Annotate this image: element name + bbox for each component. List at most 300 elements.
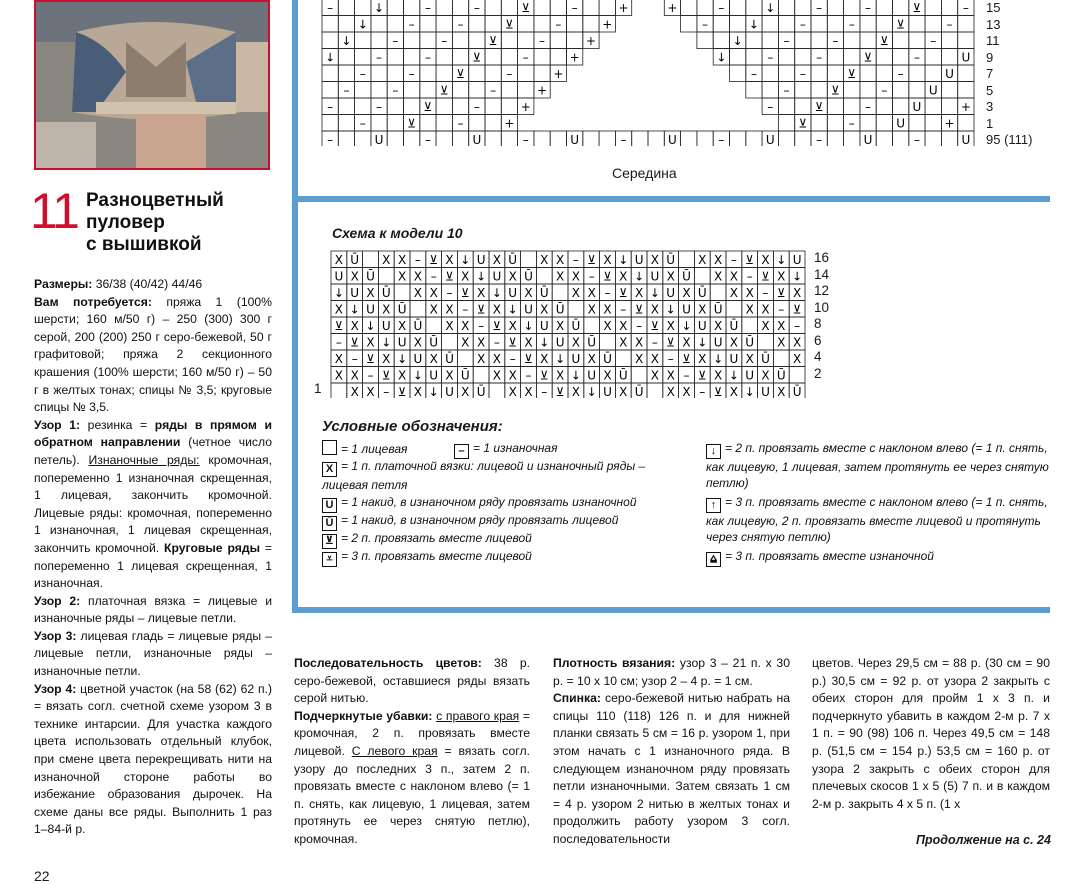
chart-symbol: – <box>767 50 774 65</box>
chart-symbol: – <box>913 50 920 65</box>
chart-symbol: X <box>476 335 486 350</box>
chart-symbol: U <box>397 335 407 350</box>
model-photo <box>34 0 270 170</box>
chart-cell <box>681 131 697 146</box>
chart-symbol: – <box>539 33 546 48</box>
chart-symbol: X <box>650 252 660 267</box>
chart-symbol: – <box>962 0 969 15</box>
chart-cell <box>485 98 501 115</box>
chart-symbol: X <box>587 285 596 300</box>
chart-cell <box>338 49 354 66</box>
chart-symbol: – <box>730 252 737 267</box>
chart-cell <box>387 16 403 33</box>
chart-symbol: ⊻ <box>682 351 691 366</box>
chart-symbol: ⊻ <box>863 50 873 65</box>
chart-symbol: Ū <box>508 252 518 267</box>
continue-note: Продолжение на с. 24 <box>916 833 1051 847</box>
sk2p-icon: ↑ <box>706 498 721 513</box>
chart-cell <box>844 0 860 16</box>
chart-cell <box>941 98 957 115</box>
chart-cell <box>827 131 843 146</box>
chart-symbol: Ū <box>729 318 739 333</box>
chart-cell <box>941 49 957 66</box>
chart-symbol: X <box>540 351 549 366</box>
chart-symbol: ↓ <box>349 302 360 317</box>
chart-symbol: ⊻ <box>912 0 922 15</box>
legend-item: U = 1 накид, в изнаночном ряду провязать изнаночной <box>322 494 637 513</box>
chart-cell <box>713 32 729 49</box>
chart-symbol: + <box>537 83 548 98</box>
chart-symbol: Ū <box>682 269 691 284</box>
chart-symbol: X <box>792 335 802 350</box>
chart-symbol: U <box>476 252 486 267</box>
legend-item: ⊻ = 2 п. провязать вместе лицевой <box>322 530 532 549</box>
chart-symbol: X <box>429 285 438 300</box>
chart-symbol: U <box>571 351 581 366</box>
chart-symbol: X <box>682 335 691 350</box>
chart-symbol: ↓ <box>728 368 739 383</box>
chart-symbol: ⊻ <box>407 116 417 131</box>
chart-cell <box>730 16 746 33</box>
chart-cell <box>552 284 568 301</box>
chart-symbol: U <box>928 83 938 98</box>
chart-symbol: – <box>522 132 529 146</box>
chart-symbol: U <box>445 384 454 398</box>
chart-symbol: + <box>504 116 515 131</box>
chart-cell <box>420 115 436 132</box>
chart-symbol: X <box>729 335 739 350</box>
chart-symbol: U <box>745 368 755 383</box>
chart-symbol: – <box>541 384 548 398</box>
chart-symbol: – <box>424 0 431 15</box>
chart-symbol: X <box>745 351 754 366</box>
chart-cell <box>518 65 534 82</box>
row-label: 13 <box>986 16 1001 32</box>
chart-symbol: ↓ <box>765 0 776 15</box>
chart-symbol: – <box>446 285 453 300</box>
instructions-column-4: цветов. Через 29,5 см = 88 р. (30 см = 90 р.) 30,5 см = 92 р. от узора 2 закрыть с обеих сторон для пройм 1 х 3 п. и подчеркнуто убавить в каждом 2-м р. 7 х 1 п. = 90 (98) 106 п. Через 49,5 см = 148 р. (51,5 см = 154 р.) 53,5 см = 160 р. от узора 2 закрыть с обеих сторон для плечевых скосов 1 х 5 (5) 7 п. и в каждом 2-м р. закрыть 4 х 5 п. (1 х <box>812 656 1050 811</box>
chart-cell <box>958 16 974 33</box>
chart-cell <box>371 82 387 99</box>
chart-symbol: + <box>520 99 531 114</box>
chart-cell <box>958 32 974 49</box>
chart-cell <box>679 251 695 268</box>
chart-symbol: ⊻ <box>666 335 676 350</box>
chart-cell <box>485 16 501 33</box>
chart-symbol: ⊻ <box>524 351 533 366</box>
chart-symbol: – <box>462 302 469 317</box>
frame-vertical-line <box>292 0 298 613</box>
chart-symbol: X <box>587 351 596 366</box>
chart-symbol: U <box>413 351 423 366</box>
chart-cell <box>681 0 697 16</box>
chart-symbol: – <box>620 132 627 146</box>
chart-cell <box>583 0 599 16</box>
chart-symbol: X <box>334 252 344 267</box>
chart-symbol: – <box>457 116 464 131</box>
chart-symbol: X <box>334 368 344 383</box>
chart-symbol: – <box>718 132 725 146</box>
chart-symbol: ↓ <box>748 17 759 32</box>
chart-symbol: U <box>587 368 597 383</box>
chart-cell <box>958 65 974 82</box>
chart-symbol: ↓ <box>681 318 692 333</box>
frame-divider-top <box>292 196 1050 202</box>
chart-symbol: ⊻ <box>587 252 597 267</box>
chart-cell <box>941 82 957 99</box>
chart-cell <box>534 0 550 16</box>
chart-cell <box>436 0 452 16</box>
chart-symbol: – <box>359 66 366 81</box>
chart-symbol: – <box>424 50 431 65</box>
chart-symbol: X <box>397 252 407 267</box>
chart-cell <box>773 350 789 367</box>
chart-symbol: X <box>619 269 628 284</box>
chart-symbol: ↓ <box>792 269 803 284</box>
chart-symbol: X <box>777 269 786 284</box>
chart-symbol: X <box>587 302 596 317</box>
chart-symbol: U <box>429 368 439 383</box>
chart-cell <box>469 16 485 33</box>
row-label: 4 <box>814 349 822 364</box>
chart-cell <box>860 16 876 33</box>
chart-cell <box>876 49 892 66</box>
chart-symbol: + <box>569 50 580 65</box>
row-label: 6 <box>814 332 822 348</box>
chart-symbol: X <box>666 318 675 333</box>
chart-symbol: X <box>634 351 644 366</box>
chart-cell <box>599 0 615 16</box>
row-label: 3 <box>986 99 994 114</box>
chart-symbol: ⊻ <box>713 384 723 398</box>
chart-cell <box>338 16 354 33</box>
chart-symbol: ⊻ <box>879 33 889 48</box>
chart-cell <box>762 65 778 82</box>
chart-symbol: ↓ <box>732 33 743 48</box>
chart-symbol: ↓ <box>333 285 344 300</box>
chart-symbol: ↓ <box>539 335 550 350</box>
chart-symbol: X <box>508 384 517 398</box>
chart-symbol: – <box>359 116 366 131</box>
chart-cell <box>958 82 974 99</box>
chart-cell <box>909 65 925 82</box>
chart-cell <box>420 65 436 82</box>
chart-symbol: – <box>865 99 872 114</box>
chart-cell <box>371 16 387 33</box>
legend-item: – = 1 изнаночная <box>454 440 558 459</box>
chart-symbol: X <box>429 351 438 366</box>
ssk-icon: ↓ <box>706 444 721 459</box>
chart-symbol: U <box>761 384 770 398</box>
chart-symbol: – <box>767 99 774 114</box>
row-label: 5 <box>986 82 994 98</box>
chart-symbol: X <box>666 269 675 284</box>
chart-cell <box>844 49 860 66</box>
chart-cell <box>876 115 892 132</box>
legend-item: ↑ = 3 п. провязать вместе с наклоном влево (= 1 п. снять, как лицевую, 2 п. провязать вместе лицевой и протянуть через снятую петлю) <box>706 495 1048 544</box>
chart-cell <box>338 115 354 132</box>
chart-symbol: X <box>650 368 660 383</box>
chart-cell <box>338 98 354 115</box>
chart-symbol: ⊻ <box>798 116 808 131</box>
chart-cell <box>925 16 941 33</box>
chart-cell <box>762 32 778 49</box>
row-label: 95 (111) <box>986 132 1033 147</box>
chart-cell <box>404 131 420 146</box>
chart-cell <box>631 367 647 384</box>
chart-symbol: + <box>553 66 564 81</box>
chart-symbol: – <box>746 269 753 284</box>
chart-symbol: X <box>350 269 359 284</box>
chart-symbol: U <box>896 116 906 131</box>
chart-symbol: X <box>413 384 423 398</box>
chart-symbol: – <box>490 83 497 98</box>
chart-symbol: X <box>524 335 533 350</box>
chart-cell <box>550 32 566 49</box>
chart-symbol: – <box>408 66 415 81</box>
chart-symbol: X <box>461 269 470 284</box>
chart-symbol: X <box>619 384 628 398</box>
chart-symbol: X <box>397 269 407 284</box>
chart-symbol: Ū <box>381 285 391 300</box>
chart-cell <box>827 98 843 115</box>
chart-cell <box>404 32 420 49</box>
chart-symbol: Ū <box>571 318 581 333</box>
chart-symbol: X <box>334 302 344 317</box>
chart-symbol: X <box>366 335 375 350</box>
chart-cell <box>758 334 774 351</box>
chart-cell <box>778 16 794 33</box>
k3tog-icon: ⩡ <box>322 552 337 567</box>
chart-symbol: – <box>335 335 342 350</box>
chart-cell <box>567 16 583 33</box>
chart-symbol: X <box>382 351 391 366</box>
chart-symbol: Ū <box>713 302 723 317</box>
chart-symbol: ⊻ <box>508 335 518 350</box>
chart-symbol: ⊻ <box>697 368 707 383</box>
chart-symbol: X <box>619 335 628 350</box>
chart-symbol: ⊻ <box>423 99 433 114</box>
chart-symbol: X <box>729 285 739 300</box>
chart-symbol: – <box>376 99 383 114</box>
chart-symbol: X <box>492 252 502 267</box>
chart-symbol: ⊻ <box>896 17 906 32</box>
chart-symbol: U <box>697 318 707 333</box>
yarn-over-knit-icon: Ū <box>322 516 337 531</box>
chart-symbol: – <box>343 83 350 98</box>
chart-cell <box>789 367 805 384</box>
chart-cell <box>893 49 909 66</box>
chart-symbol: – <box>651 335 658 350</box>
chart-symbol: X <box>413 285 423 300</box>
chart-symbol: – <box>572 252 579 267</box>
chart-symbol: U <box>603 384 612 398</box>
chart-symbol: X <box>413 335 423 350</box>
chart-cell <box>730 0 746 16</box>
chart-symbol: – <box>702 17 709 32</box>
legend-item: X = 1 п. платочной вязки: лицевой и изнаночный ряды – лицевая петля <box>322 459 646 492</box>
chart-symbol: X <box>761 368 770 383</box>
chart-cell <box>893 131 909 146</box>
chart-cell <box>489 383 505 398</box>
chart-symbol: U <box>381 318 391 333</box>
chart-symbol: ↓ <box>697 335 708 350</box>
chart-cell <box>925 0 941 16</box>
chart-symbol: U <box>682 302 691 317</box>
chart-symbol: – <box>865 0 872 15</box>
chart-cell <box>322 16 338 33</box>
chart-symbol: U <box>334 269 344 284</box>
legend-item: ⩠ = 3 п. провязать вместе изнаночной <box>706 548 934 567</box>
row-label: 11 <box>986 33 1000 48</box>
chart-cell <box>730 65 746 82</box>
chart-symbol: Ū <box>697 285 707 300</box>
chart-cell <box>404 49 420 66</box>
chart-symbol: X <box>508 368 517 383</box>
row-label: 15 <box>986 0 1001 15</box>
chart-symbol: ↓ <box>412 368 423 383</box>
chart-symbol: ↓ <box>523 318 534 333</box>
chart-cell <box>795 131 811 146</box>
chart-symbol: – <box>392 83 399 98</box>
chart-cell <box>355 82 371 99</box>
chart-symbol: X <box>366 384 375 398</box>
instructions-left-column: Размеры: 36/38 (40/42) 44/46 Вам потребуется: пряжа 1 (100% шерсти; 160 м/50 г) – 250 (300) 300 г серой, 200 (200) 250 г серо-бежевой, 50 г графитовой; пряжа 2 секционного крашения (100% шерсти; 160 м/50 г) – 50 г в желтых тонах; спицы № 3,5; круговые спицы № 3,5. Узор 1: резинка = ряды в прямом и обратном направлении (четное число петель). Изнаночные ряды: кромочная, попеременно 1 изнаночная скрещенная, 1 лицевая, закончить кромочной. Лицевые ряды: кромочная, попеременно 1 изнаночная, 1 лицевая скрещенная, закончить кромочной. Круговые ряды = попеременно 1 лицевая скрещенная, 1 изнаночная. Узор 2: платочная вязка = лицевые и изнаночные ряды – лицевые петли. Узор 3: лицевая гладь = лицевые ряды – лицевые петли, изнаночные ряды – изнаночные петли. Узор 4: цветной участок (на 58 (62) 62 п.) = вязать согл. счетной схеме узором 3 в технике интарсии. Для участка каждого цвета использовать отдельный клубок, при смене цвета перекрещивать нити на изнаночной стороне работы во избежание образования дырочек. На схеме даны все ряды. Выполнить 1 раз 1–84-й р. <box>34 277 273 837</box>
chart-cell <box>925 98 941 115</box>
chart-symbol: – <box>430 269 437 284</box>
chart-cell <box>457 350 473 367</box>
chart-cell <box>436 49 452 66</box>
chart-symbol: – <box>457 17 464 32</box>
chart-cell <box>925 131 941 146</box>
chart-symbol: ↓ <box>713 351 724 366</box>
chart-cell <box>746 131 762 146</box>
chart-symbol: X <box>571 335 581 350</box>
chart10-row-labels <box>814 250 829 382</box>
chart-cell <box>387 0 403 16</box>
chart-symbol: X <box>761 302 770 317</box>
chart-cell <box>355 49 371 66</box>
chart-cell <box>404 0 420 16</box>
chart-symbol: U <box>570 132 580 146</box>
chart-cell <box>436 131 452 146</box>
chart-symbol: U <box>912 99 922 114</box>
chart-symbol: ↓ <box>634 269 645 284</box>
chart-cell <box>452 32 468 49</box>
chart-symbol: ↓ <box>428 384 439 398</box>
chart-symbol: – <box>881 83 888 98</box>
chart-symbol: + <box>667 0 678 15</box>
chart-symbol: X <box>682 285 691 300</box>
chart-cell <box>355 0 371 16</box>
chart-symbol: X <box>445 302 454 317</box>
chart-symbol: U <box>524 302 533 317</box>
chart-cell <box>518 82 534 99</box>
chart-cell <box>394 284 410 301</box>
chart-symbol: Ū <box>745 335 755 350</box>
chart-symbol: – <box>392 33 399 48</box>
chart-cell <box>860 65 876 82</box>
chart-symbol: ⊻ <box>761 269 770 284</box>
knitting-chart-top <box>320 0 982 146</box>
chart-cell <box>518 32 534 49</box>
chart-symbol: Ū <box>634 384 644 398</box>
frame-divider-bottom <box>292 607 1050 613</box>
chart-cell <box>925 115 941 132</box>
chart-symbol: X <box>492 351 502 366</box>
chart-symbol: ⊻ <box>521 0 531 15</box>
chart-cell <box>442 334 458 351</box>
chart-symbol: ⊻ <box>334 318 344 333</box>
chart-cell <box>584 317 600 334</box>
chart-cell <box>827 49 843 66</box>
chart-symbol: – <box>367 368 374 383</box>
chart-symbol: ↓ <box>491 285 502 300</box>
chart-cell <box>762 16 778 33</box>
chart-cell <box>322 115 338 132</box>
row-label: 10 <box>814 299 830 315</box>
chart-symbol: U <box>374 132 384 146</box>
chart-symbol: X <box>445 368 454 383</box>
chart-symbol: X <box>382 252 391 267</box>
chart-cell <box>338 0 354 16</box>
chart10-first-row-label: 1 <box>314 381 322 396</box>
chart-cell <box>420 16 436 33</box>
chart-symbol: ↓ <box>586 384 597 398</box>
chart-symbol: X <box>350 318 359 333</box>
chart-symbol: ⊻ <box>456 66 465 81</box>
chart-cell <box>501 82 517 99</box>
chart-symbol: X <box>461 318 470 333</box>
chart-cell <box>501 32 517 49</box>
chart-cell <box>925 49 941 66</box>
chart-cell <box>795 49 811 66</box>
chart-cell <box>387 115 403 132</box>
legend-item: ⩡ = 3 п. провязать вместе лицевой <box>322 548 532 567</box>
chart-symbol: – <box>778 302 785 317</box>
chart-symbol: U <box>634 252 644 267</box>
chart-symbol: X <box>745 302 754 317</box>
chart-symbol: X <box>524 285 533 300</box>
chart-cell <box>746 0 762 16</box>
chart-cell <box>941 131 957 146</box>
chart-cell <box>550 0 566 16</box>
chart-cell <box>387 98 403 115</box>
chart-symbol: – <box>832 33 839 48</box>
chart-symbol: ↓ <box>570 368 581 383</box>
chart-symbol: U <box>713 335 723 350</box>
chart-symbol: U <box>792 252 802 267</box>
chart-cell <box>501 0 517 16</box>
chart-symbol: – <box>667 351 674 366</box>
chart-symbol: – <box>750 66 757 81</box>
chart-symbol: – <box>620 302 627 317</box>
chart-cell <box>469 65 485 82</box>
chart-symbol: ↓ <box>507 302 518 317</box>
chart-cell <box>469 115 485 132</box>
chart-symbol: – <box>799 66 806 81</box>
chart-symbol: Ū <box>555 302 565 317</box>
chart-cell <box>436 115 452 132</box>
chart-symbol: Ū <box>366 269 375 284</box>
chart-symbol: X <box>555 368 565 383</box>
chart-cell <box>893 82 909 99</box>
chart-symbol: Ū <box>476 384 486 398</box>
chart-symbol: U <box>472 132 482 146</box>
chart-symbol: – <box>636 318 643 333</box>
chart-cell <box>355 32 371 49</box>
chart-cell <box>746 32 762 49</box>
